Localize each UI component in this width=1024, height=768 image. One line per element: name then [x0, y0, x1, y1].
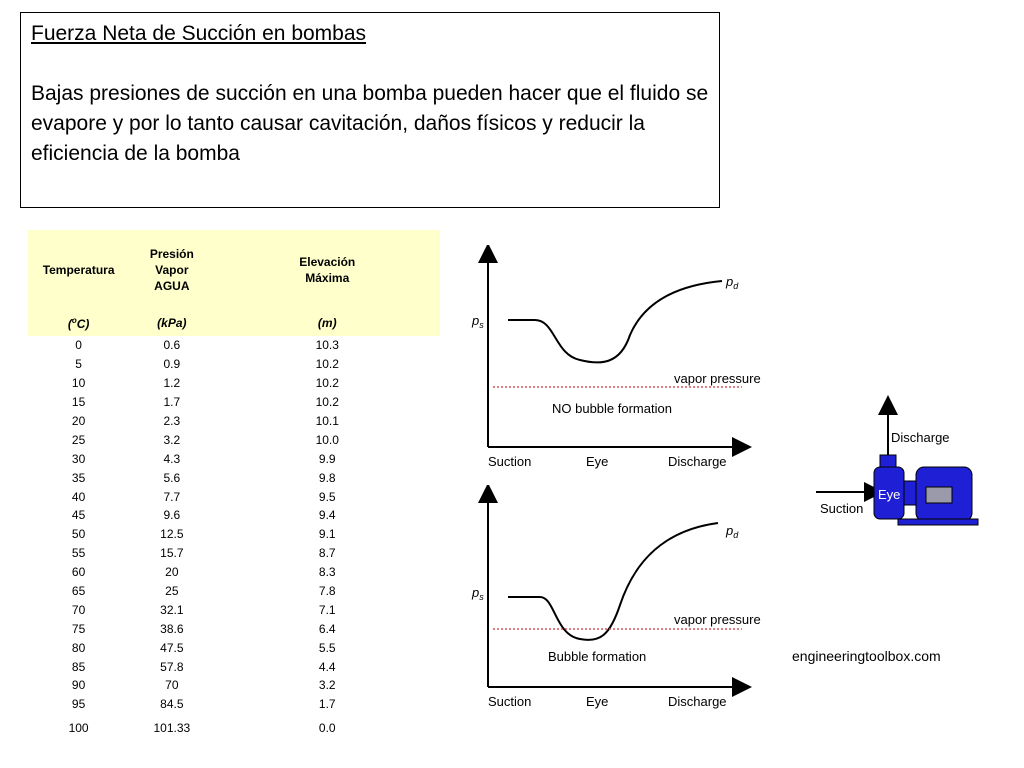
cell-presion: 38.6 [160, 621, 184, 636]
table-body [28, 336, 440, 742]
table-row [28, 657, 440, 676]
cell-temperatura: 70 [71, 602, 86, 617]
slide-body: Bajas presiones de succión en una bomba pueden hacer que el fluido se evapore y por lo tanto causar cavitación, daños físicos y reducir la eficiencia de la bomba [31, 82, 709, 165]
cell-presion: 0.6 [163, 338, 181, 353]
table-row [28, 468, 440, 487]
table-row [28, 506, 440, 525]
table-row [28, 638, 440, 657]
cell-temperatura: 25 [71, 432, 86, 447]
pump-base [898, 519, 978, 525]
cell-presion: 3.2 [163, 432, 181, 447]
cell-elevacion: 0.0 [318, 720, 336, 735]
cell-temperatura: 40 [71, 489, 86, 504]
cell-temperatura: 80 [71, 640, 86, 655]
pressure-curve [508, 281, 722, 362]
cell-presion: 47.5 [160, 640, 184, 655]
unit-temperatura: ($^o$C) [28, 310, 129, 336]
discharge-label: Discharge [891, 430, 950, 445]
cell-temperatura: 45 [71, 508, 86, 523]
title-box [20, 12, 720, 208]
table-row [28, 619, 440, 638]
cell-temperatura: 20 [71, 414, 86, 428]
table-row [28, 336, 440, 355]
cell-elevacion: 1.7 [318, 697, 336, 712]
cell-temperatura: 35 [71, 470, 86, 485]
cell-elevacion: 5.5 [318, 640, 336, 655]
table-row [28, 393, 440, 412]
cell-temperatura: 10 [71, 376, 86, 391]
table-row [28, 487, 440, 506]
header-elevacion: Elevación Máxima [299, 255, 356, 285]
table-row [28, 563, 440, 582]
cell-elevacion: 9.4 [318, 508, 336, 523]
x-label-suction: Suction [488, 694, 532, 709]
cell-temperatura: 5 [75, 357, 82, 372]
cell-temperatura: 95 [71, 697, 86, 712]
cell-presion: 1.7 [163, 395, 181, 410]
credit-text: engineeringtoolbox.com [792, 648, 941, 664]
eye-label: Eye [878, 487, 901, 502]
cell-temperatura: 50 [71, 527, 86, 542]
diagram-bubble [460, 485, 790, 715]
cell-temperatura: 0 [75, 338, 82, 353]
pump-outlet [880, 455, 896, 467]
cell-presion: 2.3 [163, 414, 181, 428]
bubble-note: NO bubble formation [552, 401, 672, 416]
cell-presion: 20 [165, 565, 179, 580]
cell-elevacion: 6.4 [318, 621, 336, 636]
header-presion: Presión Vapor AGUA [149, 247, 194, 293]
header-temperatura: Temperatura [42, 263, 115, 277]
x-label-suction: Suction [488, 454, 532, 469]
cell-presion: 84.5 [160, 697, 184, 712]
cell-temperatura: 65 [71, 584, 86, 599]
x-label-eye: Eye [586, 694, 609, 709]
cell-temperatura: 60 [71, 565, 86, 580]
table-row [28, 525, 440, 544]
cell-temperatura: 30 [71, 451, 86, 466]
unit-elevacion: (m) [215, 310, 441, 336]
cell-elevacion: 9.1 [318, 527, 336, 542]
cell-elevacion: 8.7 [318, 546, 336, 561]
unit-presion: (kPa) [129, 310, 214, 336]
cell-presion: 1.2 [163, 376, 181, 391]
cell-temperatura: 90 [71, 678, 86, 693]
cell-elevacion: 8.3 [318, 565, 336, 580]
slide-heading: Fuerza Neta de Succión en bombas [31, 22, 367, 45]
table-row [28, 449, 440, 468]
ps-label: $p_s$ [472, 313, 484, 330]
table-row [28, 374, 440, 393]
cell-elevacion: 10.3 [315, 338, 339, 353]
x-label-discharge: Discharge [668, 694, 727, 709]
pump-illustration [808, 395, 988, 530]
table-row [28, 544, 440, 563]
x-label-discharge: Discharge [668, 454, 727, 469]
cell-elevacion: 3.2 [318, 678, 336, 693]
ps-label: $p_s$ [472, 585, 484, 602]
cell-presion: 25 [165, 584, 179, 599]
table-row [28, 676, 440, 695]
bubble-note: Bubble formation [548, 649, 647, 664]
table-row [28, 714, 440, 742]
pd-label: $p_d$ [726, 274, 739, 291]
cell-presion: 4.3 [163, 451, 181, 466]
cell-elevacion: 7.1 [318, 602, 336, 617]
table-row [28, 695, 440, 714]
cell-elevacion: 10.2 [315, 376, 339, 391]
motor-plate [926, 487, 952, 503]
cell-elevacion: 4.4 [318, 659, 336, 674]
cell-presion: 70 [165, 678, 179, 693]
cell-presion: 9.6 [163, 508, 181, 523]
x-label-eye: Eye [586, 454, 609, 469]
cell-elevacion: 10.2 [315, 395, 339, 410]
vapor-pressure-label: vapor pressure [674, 371, 761, 386]
cell-presion: 0.9 [163, 357, 181, 372]
pd-label: $p_d$ [726, 523, 739, 540]
table-row [28, 430, 440, 449]
table-row [28, 582, 440, 601]
diagram-no-bubble [460, 245, 790, 475]
cell-elevacion: 9.5 [318, 489, 336, 504]
cell-elevacion: 7.8 [318, 584, 336, 599]
cell-presion: 5.6 [163, 470, 181, 485]
cell-temperatura: 55 [71, 546, 86, 561]
cell-presion: 12.5 [160, 527, 184, 542]
cell-presion: 15.7 [160, 546, 184, 561]
cell-presion: 32.1 [160, 602, 184, 617]
cell-presion: 57.8 [160, 659, 184, 674]
cell-elevacion: 9.9 [318, 451, 336, 466]
table-row [28, 600, 440, 619]
cell-elevacion: 10.1 [315, 414, 339, 428]
cell-elevacion: 9.8 [318, 470, 336, 485]
cell-temperatura: 75 [71, 621, 86, 636]
cell-elevacion: 10.2 [315, 357, 339, 372]
cell-presion: 7.7 [163, 489, 181, 504]
table-row [28, 412, 440, 431]
vapor-pressure-label: vapor pressure [674, 612, 761, 627]
cell-temperatura: 15 [71, 395, 86, 410]
suction-label: Suction [820, 501, 864, 516]
table-row [28, 355, 440, 374]
cell-elevacion: 10.0 [315, 432, 339, 447]
vapor-pressure-table [28, 230, 440, 742]
cell-temperatura: 85 [71, 659, 86, 674]
cell-presion: 101.33 [153, 720, 191, 735]
cell-temperatura: 100 [68, 720, 89, 735]
